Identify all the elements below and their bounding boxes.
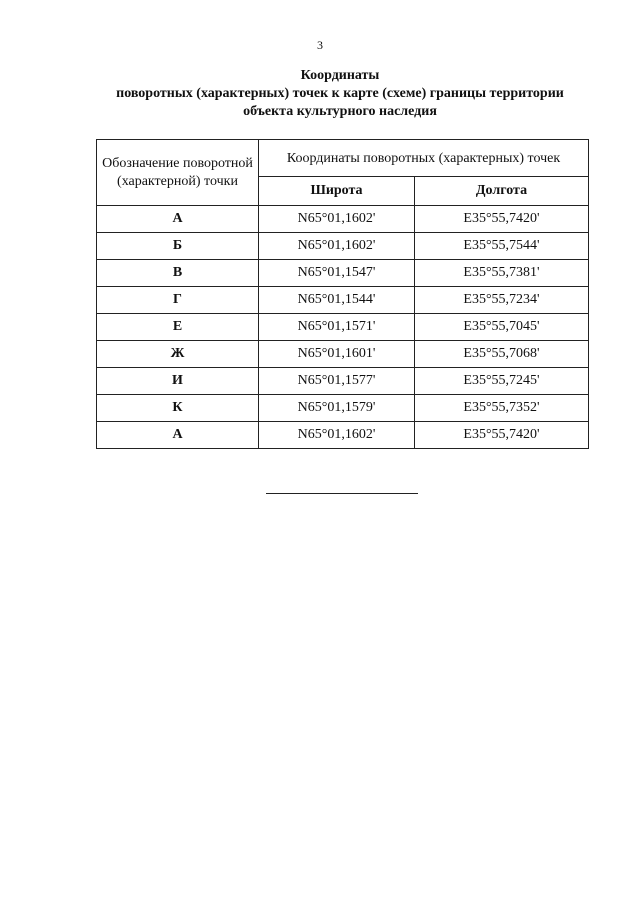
latitude-cell: N65°01,1601'	[259, 341, 415, 368]
point-cell: Ж	[97, 341, 259, 368]
point-cell: К	[97, 395, 259, 422]
point-cell: А	[97, 206, 259, 233]
point-cell: А	[97, 422, 259, 449]
longitude-cell: E35°55,7234'	[415, 287, 589, 314]
table-body	[97, 206, 589, 449]
longitude-cell: E35°55,7352'	[415, 395, 589, 422]
table-row	[97, 206, 589, 233]
point-cell: Б	[97, 233, 259, 260]
table-row	[97, 314, 589, 341]
longitude-cell: E35°55,7381'	[415, 260, 589, 287]
latitude-cell: N65°01,1577'	[259, 368, 415, 395]
point-cell: Е	[97, 314, 259, 341]
coordinates-table	[96, 139, 589, 449]
point-column-header: Обозначение поворотной (характерной) точки	[97, 140, 259, 206]
closing-rule	[266, 493, 418, 494]
latitude-cell: N65°01,1571'	[259, 314, 415, 341]
table-row	[97, 233, 589, 260]
longitude-cell: E35°55,7544'	[415, 233, 589, 260]
longitude-cell: E35°55,7068'	[415, 341, 589, 368]
table-row	[97, 260, 589, 287]
longitude-cell: E35°55,7420'	[415, 206, 589, 233]
title-line-3: объекта культурного наследия	[243, 104, 437, 119]
document-title	[60, 67, 620, 121]
title-line-1: Координаты	[300, 68, 380, 83]
longitude-cell: E35°55,7245'	[415, 368, 589, 395]
table-row	[97, 368, 589, 395]
coordinates-group-header: Координаты поворотных (характерных) точек	[259, 140, 589, 177]
longitude-cell: E35°55,7420'	[415, 422, 589, 449]
table-row	[97, 287, 589, 314]
point-cell: Г	[97, 287, 259, 314]
latitude-column-header: Широта	[259, 177, 415, 206]
table-row	[97, 395, 589, 422]
table-row	[97, 341, 589, 368]
point-cell: И	[97, 368, 259, 395]
page-number: 3	[317, 38, 323, 52]
latitude-cell: N65°01,1602'	[259, 206, 415, 233]
latitude-cell: N65°01,1544'	[259, 287, 415, 314]
point-cell: В	[97, 260, 259, 287]
longitude-cell: E35°55,7045'	[415, 314, 589, 341]
latitude-cell: N65°01,1602'	[259, 233, 415, 260]
latitude-cell: N65°01,1579'	[259, 395, 415, 422]
title-line-2: поворотных (характерных) точек к карте (схеме) границы территории	[116, 86, 564, 101]
latitude-cell: N65°01,1602'	[259, 422, 415, 449]
table-row	[97, 422, 589, 449]
longitude-column-header: Долгота	[415, 177, 589, 206]
latitude-cell: N65°01,1547'	[259, 260, 415, 287]
